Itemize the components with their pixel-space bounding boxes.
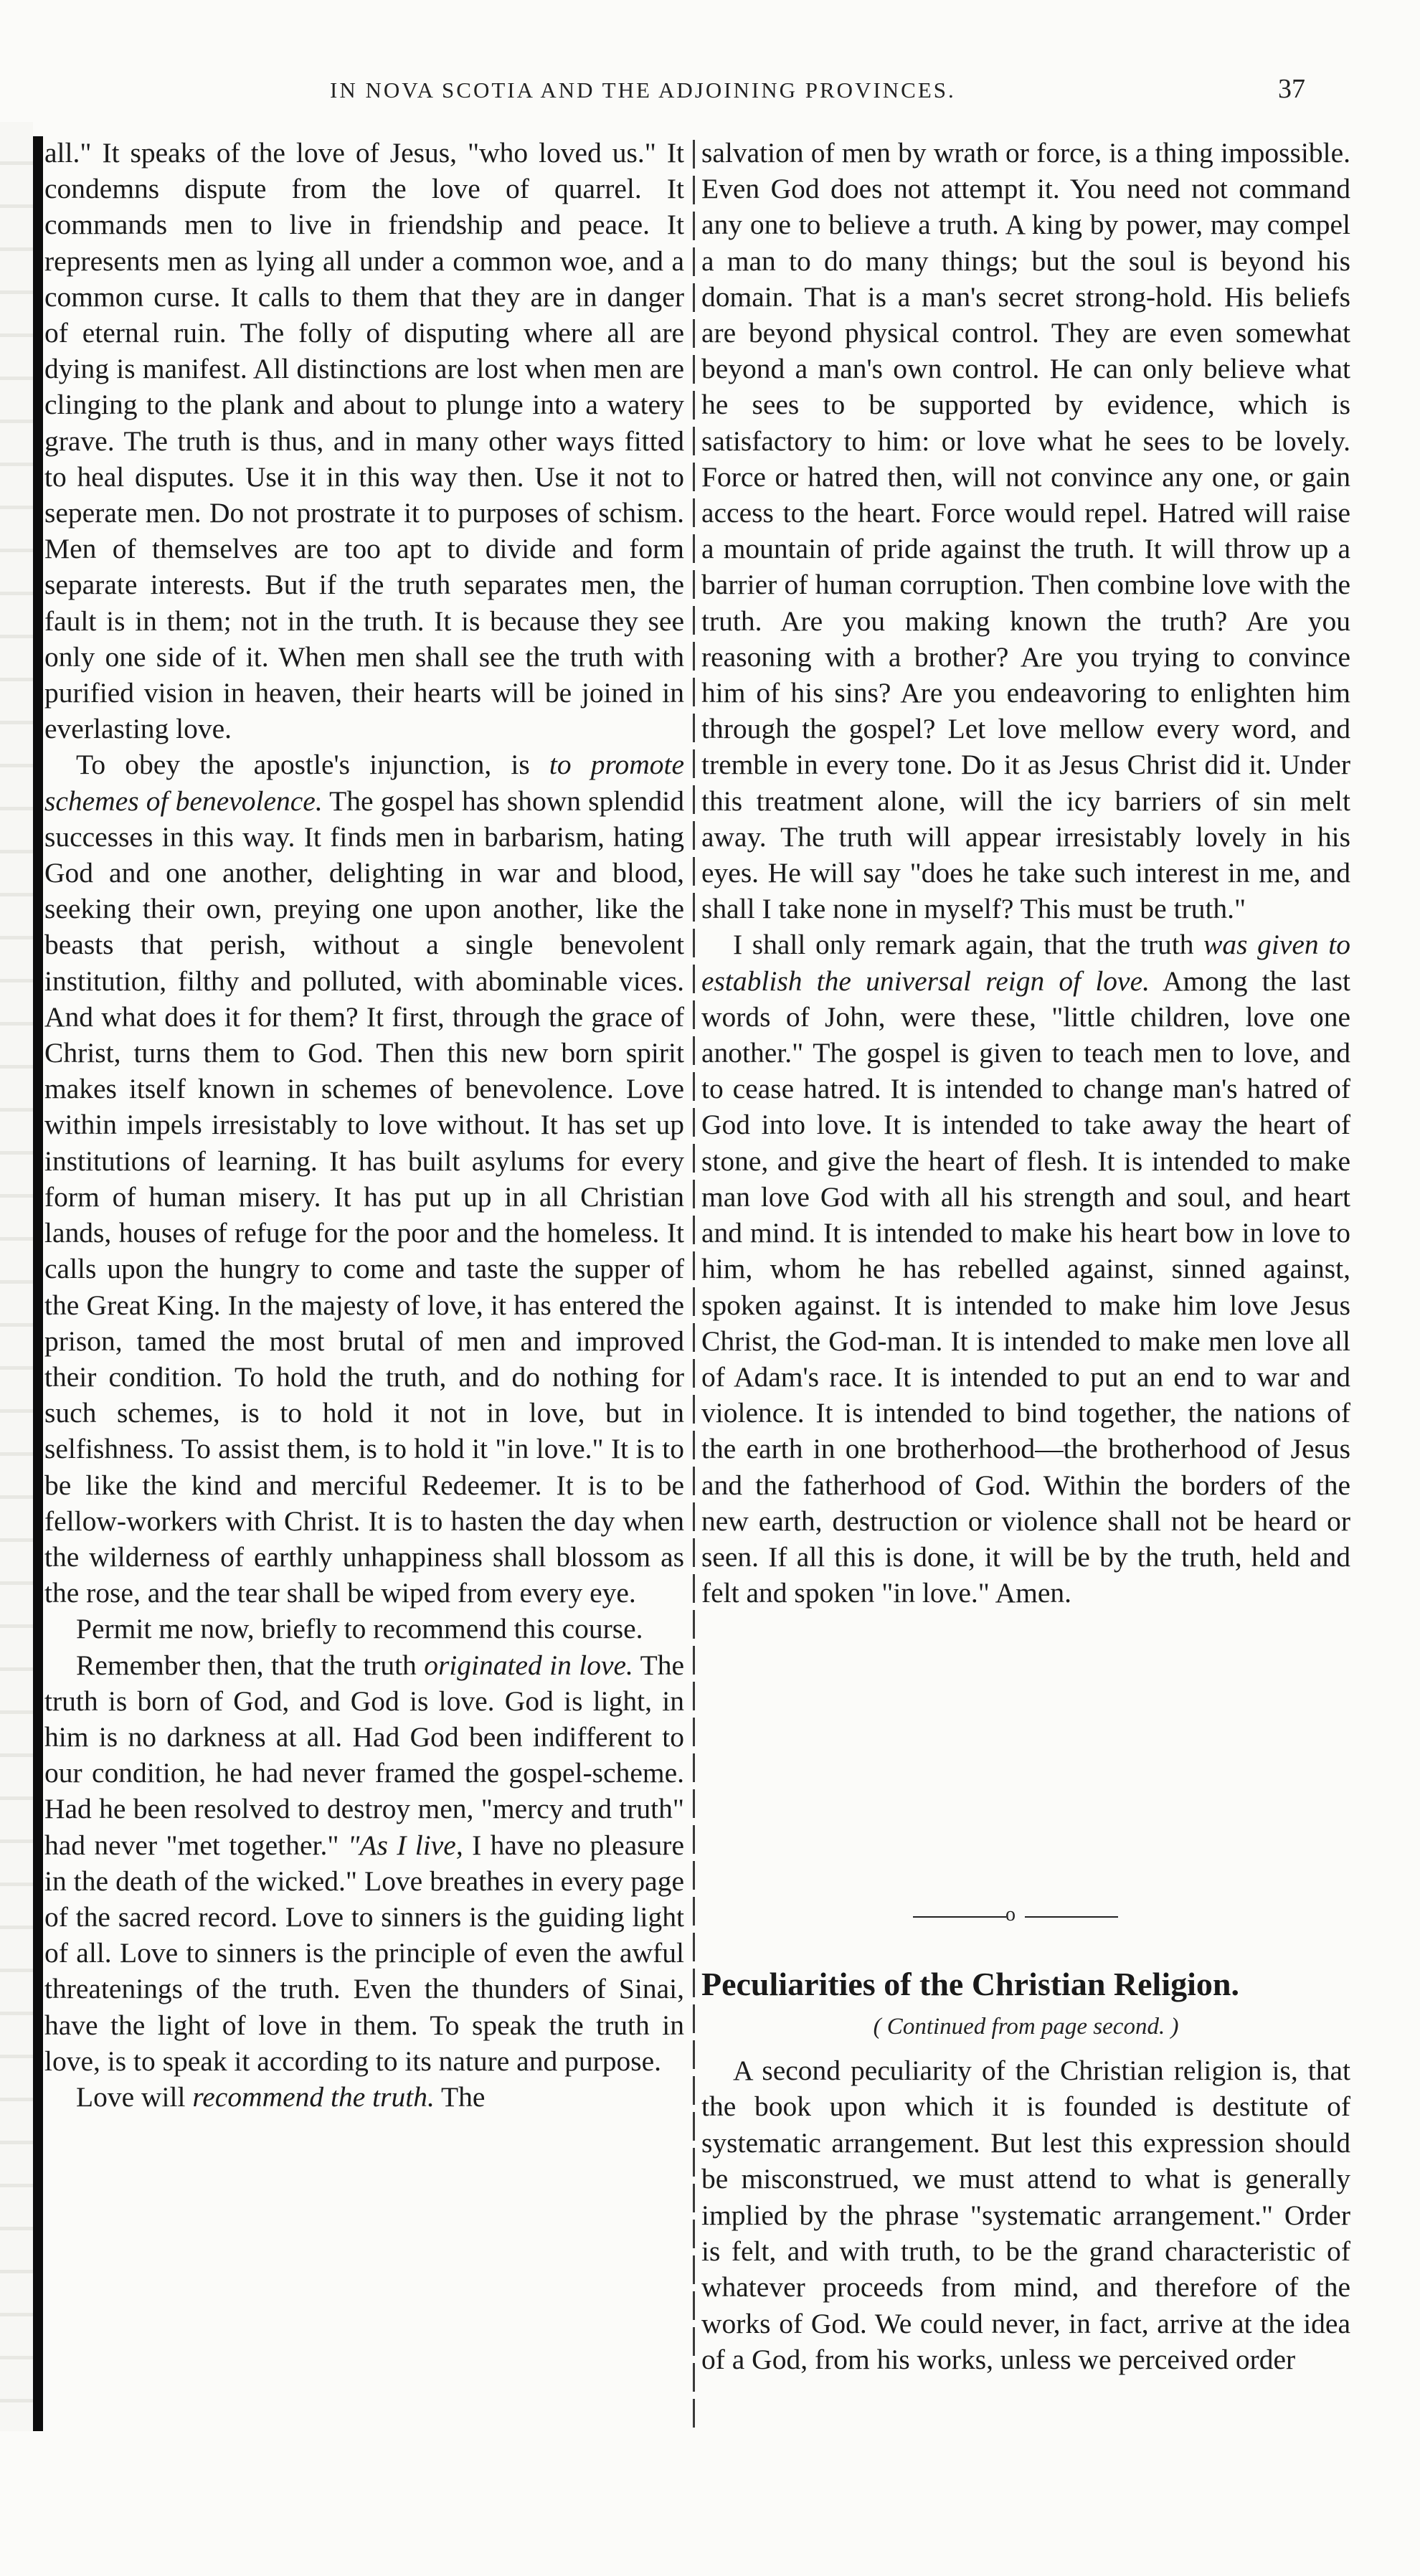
right-p2-start: I shall only remark again, that the truth	[733, 929, 1204, 961]
left-p4-start: Remember then, that the truth	[76, 1649, 425, 1681]
right-p2-rest: Among the last words of John, were these, "little children, love one another." The gospel is given to teach men to love, and to cease hatred. It is intended to change man's hatred of God into love. It is intended to take away the heart of stone, and give the heart of flesh. It is intended to make man love God with all his strength and soul, and heart and mind. It is intended to make his heart bow in love to him, whom he has rebelled against, sinned against, spoken against. It is intended to make him love Jesus Christ, the God-man. It is intended to make men love all of Adam's race. It is intended to put an end to war and violence. It is intended to bind together, the nations of the earth in one brotherhood—the brotherhood of Jesus and the fatherhood of God. Within the borders of the new earth, destruction or violence shall not be heard or seen. If all this is done, it will be by the truth, held and felt and spoken "in love." Amen.	[701, 965, 1350, 1609]
column-divider	[693, 140, 695, 2428]
right-paragraph-1: salvation of men by wrath or force, is a thing impossible. Even God does not attempt it. You need not command any one to believe a truth. A king by power, may compel a man to do many things; but the soul is beyond his domain. That is a man's secret strong-hold. His beliefs are beyond physical control. They are even somewhat beyond a man's own control. He can only believe what he sees to be supported by evidence, which is satisfactory to him: or love what he sees to be lovely. Force or hatred then, will not convince any one, or gain access to the heart. Force would repel. Hatred will raise a mountain of pride against the truth. It will throw up a barrier of human corruption. Then combine love with the truth. Are you making known the truth? Are you reasoning with a brother? Are you trying to convince him of his sins? Are you endeavoring to enlighten him through the gospel? Let love mellow every word, and tremble in every tone. Do it as Jesus Christ did it. Under this treatment alone, will the icy barriers of sin melt away. The truth will appear irresistably lovely in his eyes. He will say "does he take such interest in me, and shall I take none in myself? This must be truth."	[701, 137, 1350, 925]
left-p5-start: Love will	[76, 2080, 193, 2113]
left-p2-rest: The gospel has shown splendid successes in this way. It finds men in barbarism, hating God and one another, delighting in war and blood, seeking their own, preying one upon another, like the beasts that perish, without a single benevolent institution, filthy and polluted, with abominable vices. And what does it for them? It first, through the grace of Christ, turns them to God. Then this new born spirit makes itself known in schemes of benevolence. Love within impels irresistably to love without. It has set up institutions of learning. It has built asylums for every form of human misery. It has put up in all Christian lands, houses of refuge for the poor and the homeless. It calls upon the hungry to come and taste the supper of the Great King. In the majesty of love, it has entered the prison, tamed the most brutal of men and improved their condition. To hold the truth, and do nothing for such schemes, is to hold it not in love, but in selfishness. To assist them, is to hold it "in love." It is to be like the kind and merciful Redeemer. It is to be fellow-workers with Christ. It is to hasten the day when the wilderness of earthly unhappiness shall blossom as the rose, and the tear shall be wiped from every eye.	[44, 785, 684, 1609]
left-paragraph-5	[44, 2079, 684, 2115]
running-title: IN NOVA SCOTIA AND THE ADJOINING PROVINCES.	[330, 77, 956, 103]
section-ornament	[907, 1903, 1122, 1928]
left-paragraph-1: all." It speaks of the love of Jesus, "who loved us." It condemns dispute from the love of quarrel. It commands men to live in friendship and peace. It represents men as lying all under a common woe, and a common curse. It calls to them that they are in danger of eternal ruin. The folly of disputing where all are dying is manifest. All distinctions are lost when men are clinging to the plank and about to plunge into a watery grave. The truth is thus, and in many other ways fitted to heal disputes. Use it in this way then. Use it not to seperate men. Do not prostrate it to purposes of schism. Men of themselves are too apt to divide and form separate interests. But if the truth separates men, the fault is in them; not in the truth. It is because they see only one side of it. When men shall see the truth with purified vision in heaven, their hearts will be joined in everlasting love.	[44, 137, 684, 745]
left-p5-emphasis: recommend the truth.	[192, 2080, 435, 2113]
ornament-rule-right	[1025, 1916, 1118, 1918]
ornament-rule-left	[913, 1916, 1006, 1918]
left-paragraph-3: Permit me now, briefly to recommend this course.	[76, 1613, 643, 1645]
left-p4-rest-2: I have no pleasure in the death of the wicked." Love breathes in every page of the sacred record. Love to sinners is the guiding light of all. Love to sinners is the principle of even the awful threatenings of the truth. Even the thunders of Sinai, have the light of love in them. To speak the truth in love, is to speak it according to its nature and purpose.	[44, 1829, 684, 2077]
right-p2-emphasis: was given to establish the universal reign of love.	[701, 929, 1350, 997]
left-p4-emphasis-2: "As I live,	[347, 1829, 463, 1861]
article-body	[701, 2052, 1350, 2378]
right-paragraph-2	[701, 927, 1350, 1611]
ornament-glyph: o	[1005, 1903, 1016, 1926]
article-title: Peculiarities of the Christian Religion.	[701, 1966, 1239, 2002]
article-subtitle: ( Continued from page second. )	[873, 2014, 1179, 2040]
article-paragraph-1: A second peculiarity of the Christian religion is, that the book upon which it is founded is destitute of systematic arrangement. But lest this expression should be misconstrued, we must attend to what is generally implied by the phrase "systematic arrangement." Order is felt, and with truth, to be the grand characteristic of whatever proceeds from mind, and therefore of the works of God. We could never, in fact, arrive at the idea of a God, from his works, unless we perceived order	[701, 2055, 1350, 2376]
right-column	[701, 135, 1350, 1611]
page-number: 37	[1278, 74, 1305, 104]
left-p5-rest: The	[434, 2080, 486, 2113]
gutter-rule	[33, 136, 43, 2431]
left-p2-start: To obey the apostle's injunction, is	[76, 749, 549, 781]
left-column	[44, 135, 684, 2115]
left-p4-rest: The truth is born of God, and God is love. God is light, in him is no darkness at all. Had God been indifferent to our condition, he had never framed the gospel-scheme. Had he been resolved to destroy men, "mercy and truth" had never "met together."	[44, 1649, 685, 1861]
left-p4-emphasis: originated in love.	[424, 1649, 633, 1681]
left-paragraph-2	[44, 747, 684, 1611]
left-paragraph-4	[44, 1647, 684, 2079]
running-head	[215, 74, 1305, 120]
binding-edge	[0, 122, 33, 2431]
left-p2-emphasis: to promote schemes of benevolence.	[44, 749, 684, 817]
